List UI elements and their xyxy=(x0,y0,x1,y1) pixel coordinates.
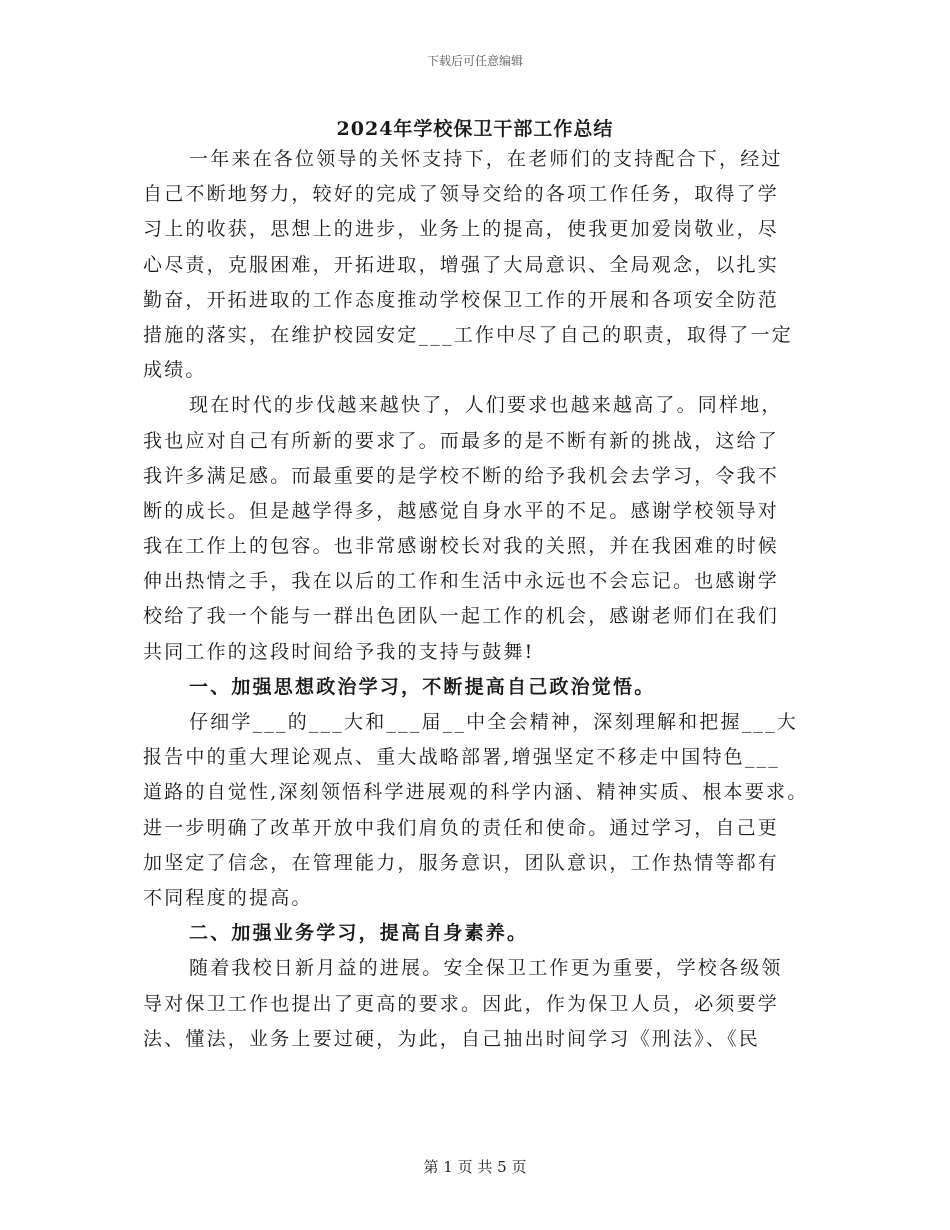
paragraph-line: 随着我校日新月益的进展。安全保卫工作更为重要，学校各级领 xyxy=(189,957,783,980)
paragraph-line: 导对保卫工作也提出了更高的要求。因此，作为保卫人员，必须要学 xyxy=(143,992,780,1015)
paragraph-line: 我在工作上的包容。也非常感谢校长对我的关照，并在我困难的时候 xyxy=(143,535,780,558)
paragraph-line: 现在时代的步伐越来越快了，人们要求也越来越高了。同样地， xyxy=(189,394,783,417)
paragraph-line: 我许多满足感。而最重要的是学校不断的给予我机会去学习，令我不 xyxy=(143,464,780,487)
paragraph-line: 措施的落实，在维护校园安定___工作中尽了自己的职责，取得了一定 xyxy=(143,323,793,346)
paragraph-line: 共同工作的这段时间给予我的支持与鼓舞! xyxy=(143,640,535,663)
paragraph-line: 自己不断地努力，较好的完成了领导交给的各项工作任务，取得了学 xyxy=(143,183,780,206)
page-footer: 第 1 页 共 5 页 xyxy=(423,1158,527,1176)
paragraph-line: 断的成长。但是越学得多，越感觉自身水平的不足。感谢学校领导对 xyxy=(143,499,780,522)
paragraph-line: 仔细学___的___大和___届__中全会精神，深刻理解和把握___大 xyxy=(189,711,799,733)
paragraph-line: 道路的自觉性,深刻领悟科学进展观的科学内涵、精神实质、根本要求。 xyxy=(143,781,809,804)
paragraph-line: 不同程度的提高。 xyxy=(143,886,313,909)
paragraph-line: 法、懂法，业务上要过硬，为此，自己抽出时间学习《刑法》、《民 xyxy=(143,1027,761,1050)
document-body xyxy=(143,142,813,1057)
paragraph-line: 成绩。 xyxy=(143,359,207,382)
paragraph-line: 伸出热情之手，我在以后的工作和生活中永远也不会忘记。也感谢学 xyxy=(143,570,780,593)
paragraph-line: 一年来在各位领导的关怀支持下，在老师们的支持配合下，经过 xyxy=(189,148,783,170)
paragraph-line: 我也应对自己有所新的要求了。而最多的是不断有新的挑战，这给了 xyxy=(143,429,780,452)
paragraph-line: 进一步明确了改革开放中我们肩负的责任和使命。通过学习，自己更 xyxy=(143,816,780,839)
paragraph-line: 报告中的重大理论观点、重大战略部署,增强坚定不移走中国特色___ xyxy=(143,746,780,769)
page-header: 下载后可任意编辑 xyxy=(426,54,523,68)
paragraph-line: 勤奋，开拓进取的工作态度推动学校保卫工作的开展和各项安全防范 xyxy=(143,288,780,311)
section-heading: 一、加强思想政治学习，不断提高自己政治觉悟。 xyxy=(189,675,656,698)
paragraph-line: 加坚定了信念，在管理能力，服务意识，团队意识，工作热情等都有 xyxy=(143,851,780,874)
paragraph-line: 习上的收获，思想上的进步，业务上的提高，使我更加爱岗敬业，尽 xyxy=(143,218,780,241)
document-title: 2024年学校保卫干部工作总结 xyxy=(336,118,614,140)
paragraph-line: 心尽责，克服困难，开拓进取，增强了大局意识、全局观念，以扎实 xyxy=(143,253,780,276)
paragraph-line: 校给了我一个能与一群出色团队一起工作的机会，感谢老师们在我们 xyxy=(143,605,780,628)
section-heading: 二、加强业务学习，提高自身素养。 xyxy=(189,922,529,945)
